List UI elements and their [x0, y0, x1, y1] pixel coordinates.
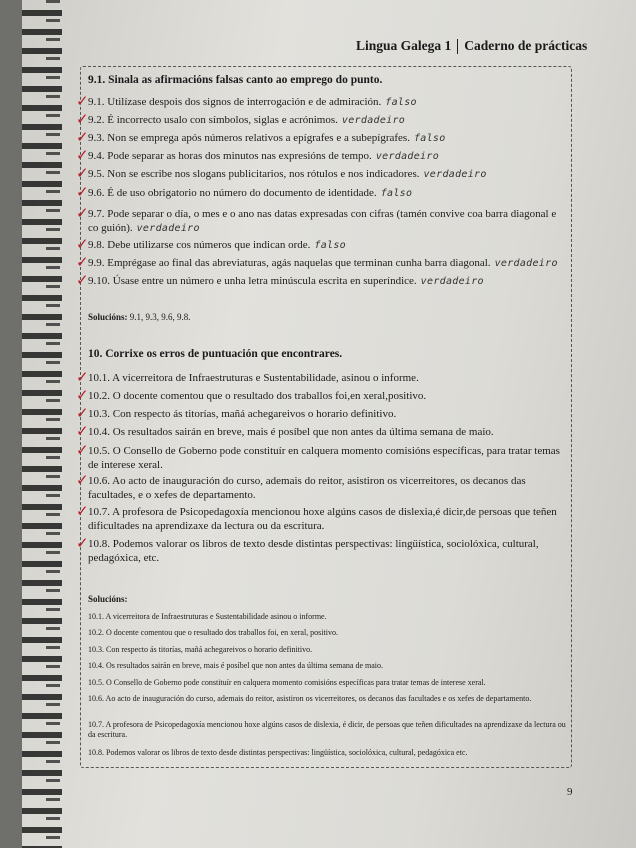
check-mark-icon: ✓ — [76, 110, 89, 128]
exercise-9-title: 9.1. Sinala as afirmacións falsas canto ao emprego do punto. — [88, 74, 383, 86]
check-mark-icon: ✓ — [76, 271, 89, 289]
check-mark-icon: ✓ — [76, 128, 89, 146]
check-mark-icon: ✓ — [76, 441, 89, 459]
handwritten-note: verdadeiro — [136, 223, 200, 234]
exercise-10-item: 10.7. A profesora de Psicopedagoxía mencionou hoxe algúns casos de dislexia,é dicir,de persoas que teñen dificultades na aprendizaxe da lectura ou da escritura. — [88, 506, 557, 532]
exercise-9-item: 9.3. Non se emprega após números relativos a epígrafes e a subepígrafes. falso — [88, 132, 446, 144]
check-mark-icon: ✓ — [76, 386, 89, 404]
check-mark-icon: ✓ — [76, 368, 89, 386]
solution-line: 10.2. O docente comentou que o resultado dos traballos foi, en xeral, positivo. — [88, 628, 338, 637]
handwritten-note: verdadeiro — [341, 115, 406, 126]
check-mark-icon: ✓ — [76, 404, 89, 422]
handwritten-note: verdadeiro — [420, 276, 484, 287]
spiral-binding — [22, 0, 62, 848]
check-mark-icon: ✓ — [76, 422, 89, 440]
exercise-9-item: 9.2. É incorrecto usalo con símbolos, siglas e acrónimos. verdadeiro — [88, 114, 406, 126]
check-mark-icon: ✓ — [76, 534, 89, 552]
exercise-9-item: 9.7. Pode separar o día, o mes e o ano nas datas expresadas con cifras (tamén convive coa barra diagonal e co guión). verdadeiro — [88, 208, 557, 234]
check-mark-icon: ✓ — [76, 471, 89, 489]
exercise-9-item: 9.10. Úsase entre un número e unha letra minúscula escrita en superíndice. verdadeiro — [88, 275, 484, 287]
check-mark-icon: ✓ — [76, 183, 89, 201]
handwritten-note: falso — [380, 188, 413, 199]
solution-line: 10.5. O Consello de Goberno pode constituír en calquera momento comisións específicas para tratar temas de interese xeral. — [88, 678, 486, 687]
exercise-10-item: 10.2. O docente comentou que o resultado dos traballos foi,en xeral,positivo. — [88, 390, 427, 402]
check-mark-icon: ✓ — [76, 204, 89, 222]
book-title: Lingua Galega 1 — [356, 38, 452, 53]
solution-line: 10.1. A vicerreitora de Infraestruturas e Sustentabilidade asinou o informe. — [88, 612, 327, 621]
exercise-10-solutions-label: Solucións: — [88, 594, 128, 604]
handwritten-note: falso — [314, 240, 346, 251]
handwritten-note: falso — [385, 97, 417, 108]
handwritten-note: verdadeiro — [423, 169, 487, 180]
exercise-9-item: 9.1. Utilízase despois dos signos de interrogación e de admiración. falso — [88, 96, 417, 108]
solution-line: 10.7. A profesora de Psicopedagoxía mencionou hoxe algúns casos de dislexia, é dicir, de persoas que teñen dificultades na aprendizaxe da lectura ou da escritura. — [88, 720, 566, 739]
check-mark-icon: ✓ — [76, 253, 89, 271]
solution-line: 10.8. Podemos valorar os libros de texto desde distintas perspectivas: lingüística, sociolóxica, cultural, pedagóxica etc. — [88, 748, 468, 757]
handwritten-note: falso — [413, 133, 446, 144]
check-mark-icon: ✓ — [76, 502, 89, 520]
check-mark-icon: ✓ — [76, 235, 89, 253]
check-mark-icon: ✓ — [76, 164, 89, 182]
exercise-10-item: 10.1. A vicerreitora de Infraestruturas e Sustentabilidade, asinou o informe. — [88, 372, 419, 384]
exercise-9-solutions: Solucións: 9.1, 9.3, 9.6, 9.8. — [88, 312, 191, 322]
exercise-10-item: 10.4. Os resultados sairán en breve, mais é posíbel que non antes da última semana de maio. — [88, 426, 494, 438]
exercise-9-item: 9.9. Emprégase ao final das abreviaturas, agás naquelas que terminan cunha barra diagonal. verdadeiro — [88, 257, 558, 269]
exercise-10-title: 10. Corrixe os erros de puntuación que encontrares. — [88, 348, 343, 360]
exercise-9-item: 9.5. Non se escribe nos slogans publicitarios, nos rótulos e nos indicadores. verdadeiro — [88, 168, 487, 180]
solution-line: 10.3. Con respecto ás titorías, mañá achegareivos o horario definitivo. — [88, 645, 313, 654]
check-mark-icon: ✓ — [76, 92, 89, 110]
handwritten-note: verdadeiro — [375, 151, 440, 162]
solution-line: 10.6. Ao acto de inauguración do curso, ademais do reitor, asistiron os vicerreitores, os decanos das facultades e os xefes de departamento. — [88, 694, 532, 703]
section-title: Caderno de prácticas — [464, 38, 588, 53]
exercise-10-item: 10.6. Ao acto de inauguración do curso, ademais do reitor, asistiron os vicerreitores, os decanos das facultades, e o xefes de departamento. — [88, 475, 526, 501]
exercise-10-item: 10.8. Podemos valorar os libros de texto desde distintas perspectivas: lingüística, sociolóxica, cultural, pedagóxica, etc. — [88, 538, 539, 564]
handwritten-note: verdadeiro — [494, 258, 558, 269]
exercise-10-item: 10.5. O Consello de Goberno pode constituír en calquera momento comisións específicas, para tratar temas de interese xeral. — [88, 445, 560, 471]
page-number: 9 — [567, 786, 573, 798]
exercise-9-item: 9.4. Pode separar as horas dos minutos nas expresións de tempo. verdadeiro — [88, 150, 440, 162]
exercise-9-item: 9.8. Debe utilizarse cos números que indican orde. falso — [88, 239, 346, 251]
exercise-10-item: 10.3. Con respecto ás titorías, mañá achegareivos o horario definitivo. — [88, 408, 397, 420]
solution-line: 10.4. Os resultados sairán en breve, mais é posíbel que non antes da última semana de maio. — [88, 661, 384, 670]
check-mark-icon: ✓ — [76, 146, 89, 164]
page-header — [356, 38, 587, 54]
exercise-9-item: 9.6. É de uso obrigatorio no número do documento de identidade. falso — [88, 187, 413, 199]
